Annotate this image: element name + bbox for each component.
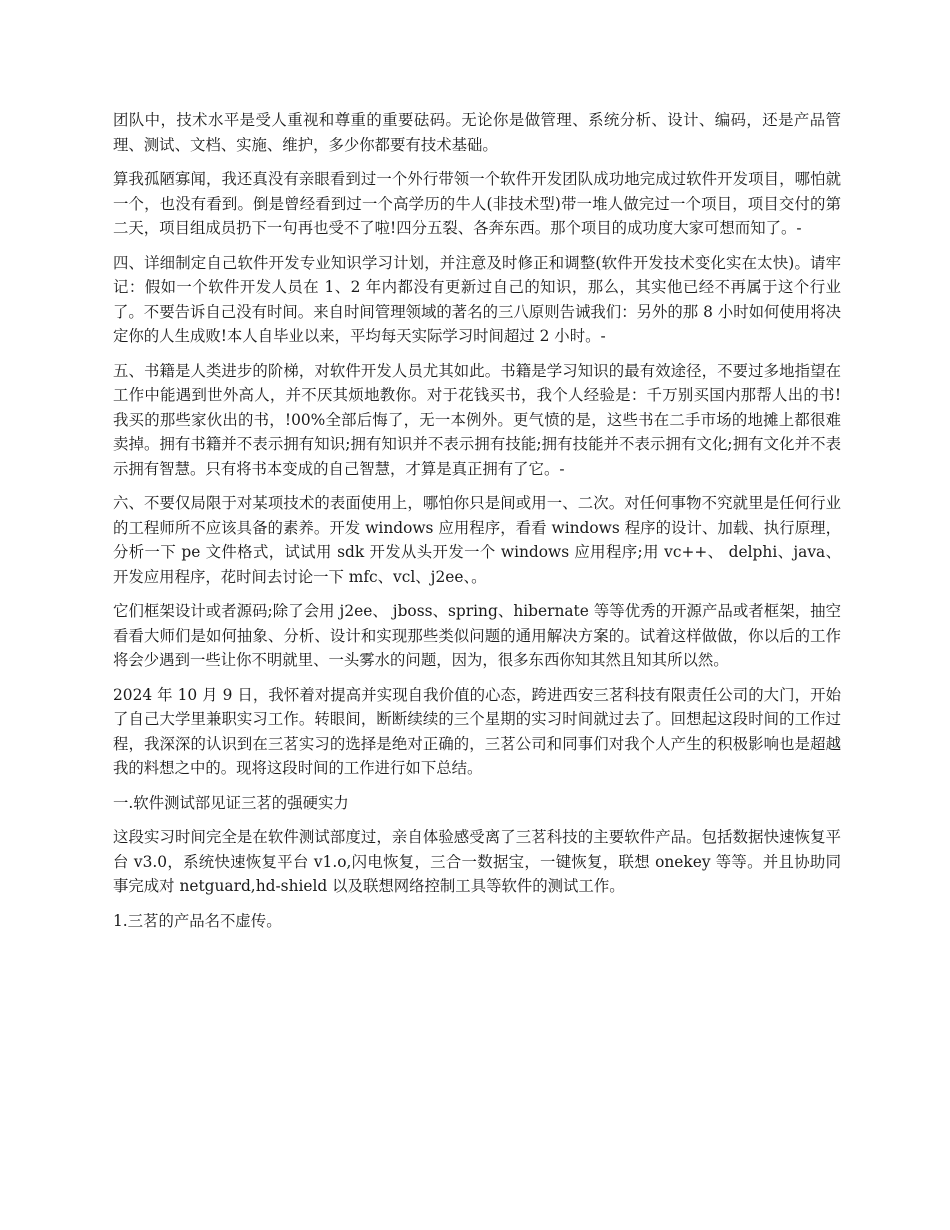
paragraph-5: 六、不要仅局限于对某项技术的表面使用上，哪怕你只是间或用一、二次。对任何事物不究就里是任何行业的工程师所不应该具备的素养。开发 windows 应用程序，看看 windows 程序的设计、加载、执行原理，分析一下 pe 文件格式，试试用 sdk 开发从头开发一个 windows 应用程序;用 vc++、 delphi、java、开发应用程序，花时间去讨论一下 mfc、vcl、j2ee、。 xyxy=(113,494,841,586)
paragraph-9: 这段实习时间完全是在软件测试部度过，亲自体验感受离了三茗科技的主要软件产品。包括数据快速恢复平台 v3.0，系统快速恢复平台 v1.o,闪电恢复，三合一数据宝，一键恢复，联想 onekey 等等。并且协助同事完成对 netguard,hd-shield 以及联想网络控制工具等软件的测试工作。 xyxy=(113,828,841,895)
paragraph-7: 2024 年 10 月 9 日，我怀着对提高并实现自我价值的心态，跨进西安三茗科技有限责任公司的大门，开始了自己大学里兼职实习工作。转眼间，断断续续的三个星期的实习时间就过去了。回想起这段时间的工作过程，我深深的认识到在三茗实习的选择是绝对正确的，三茗公司和同事们对我个人产生的积极影响也是超越我的料想之中的。现将这段时间的工作进行如下总结。 xyxy=(113,685,841,777)
paragraph-4: 五、书籍是人类进步的阶梯，对软件开发人员尤其如此。书籍是学习知识的最有效途径，不要过多地指望在工作中能遇到世外高人，并不厌其烦地教你。对于花钱买书，我个人经验是：千万别买国内那帮人出的书!我买的那些家伙出的书，!00%全部后悔了，无一本例外。更气愤的是，这些书在二手市场的地摊上都很难卖掉。拥有书籍并不表示拥有知识;拥有知识并不表示拥有技能;拥有技能并不表示拥有文化;拥有文化并不表示拥有智慧。只有将书本变成的自己智慧，才算是真正拥有了它。- xyxy=(113,361,841,478)
paragraph-2: 算我孤陋寡闻，我还真没有亲眼看到过一个外行带领一个软件开发团队成功地完成过软件开发项目，哪怕就一个，也没有看到。倒是曾经看到过一个高学历的牛人(非技术型)带一堆人做完过一个项目，项目交付的第二天，项目组成员扔下一句再也受不了啦!四分五裂、各奔东西。那个项目的成功度大家可想而知了。- xyxy=(113,170,841,237)
subsection-heading: 1.三茗的产品名不虚传。 xyxy=(113,911,282,930)
paragraph-1: 团队中，技术水平是受人重视和尊重的重要砝码。无论你是做管理、系统分析、设计、编码，还是产品管理、测试、文档、实施、维护，多少你都要有技术基础。 xyxy=(113,111,841,154)
document-page xyxy=(113,108,841,943)
paragraph-6: 它们框架设计或者源码;除了会用 j2ee、 jboss、spring、hibernate 等等优秀的开源产品或者框架，抽空看看大师们是如何抽象、分析、设计和实现那些类似问题的通用解决方案的。试着这样做做，你以后的工作将会少遇到一些让你不明就里、一头雾水的问题，因为，很多东西你知其然且知其所以然。 xyxy=(113,602,841,669)
paragraph-3: 四、详细制定自己软件开发专业知识学习计划，并注意及时修正和调整(软件开发技术变化实在太快)。请牢记：假如一个软件开发人员在 1、2 年内都没有更新过自己的知识，那么，其实他已经不再属于这个行业了。不要告诉自己没有时间。来自时间管理领域的著名的三八原则告诫我们：另外的那 8 小时如何使用将决定你的人生成败!本人自毕业以来，平均每天实际学习时间超过 2 小时。- xyxy=(113,253,841,345)
section-heading: 一.软件测试部见证三茗的强硬实力 xyxy=(113,793,349,812)
